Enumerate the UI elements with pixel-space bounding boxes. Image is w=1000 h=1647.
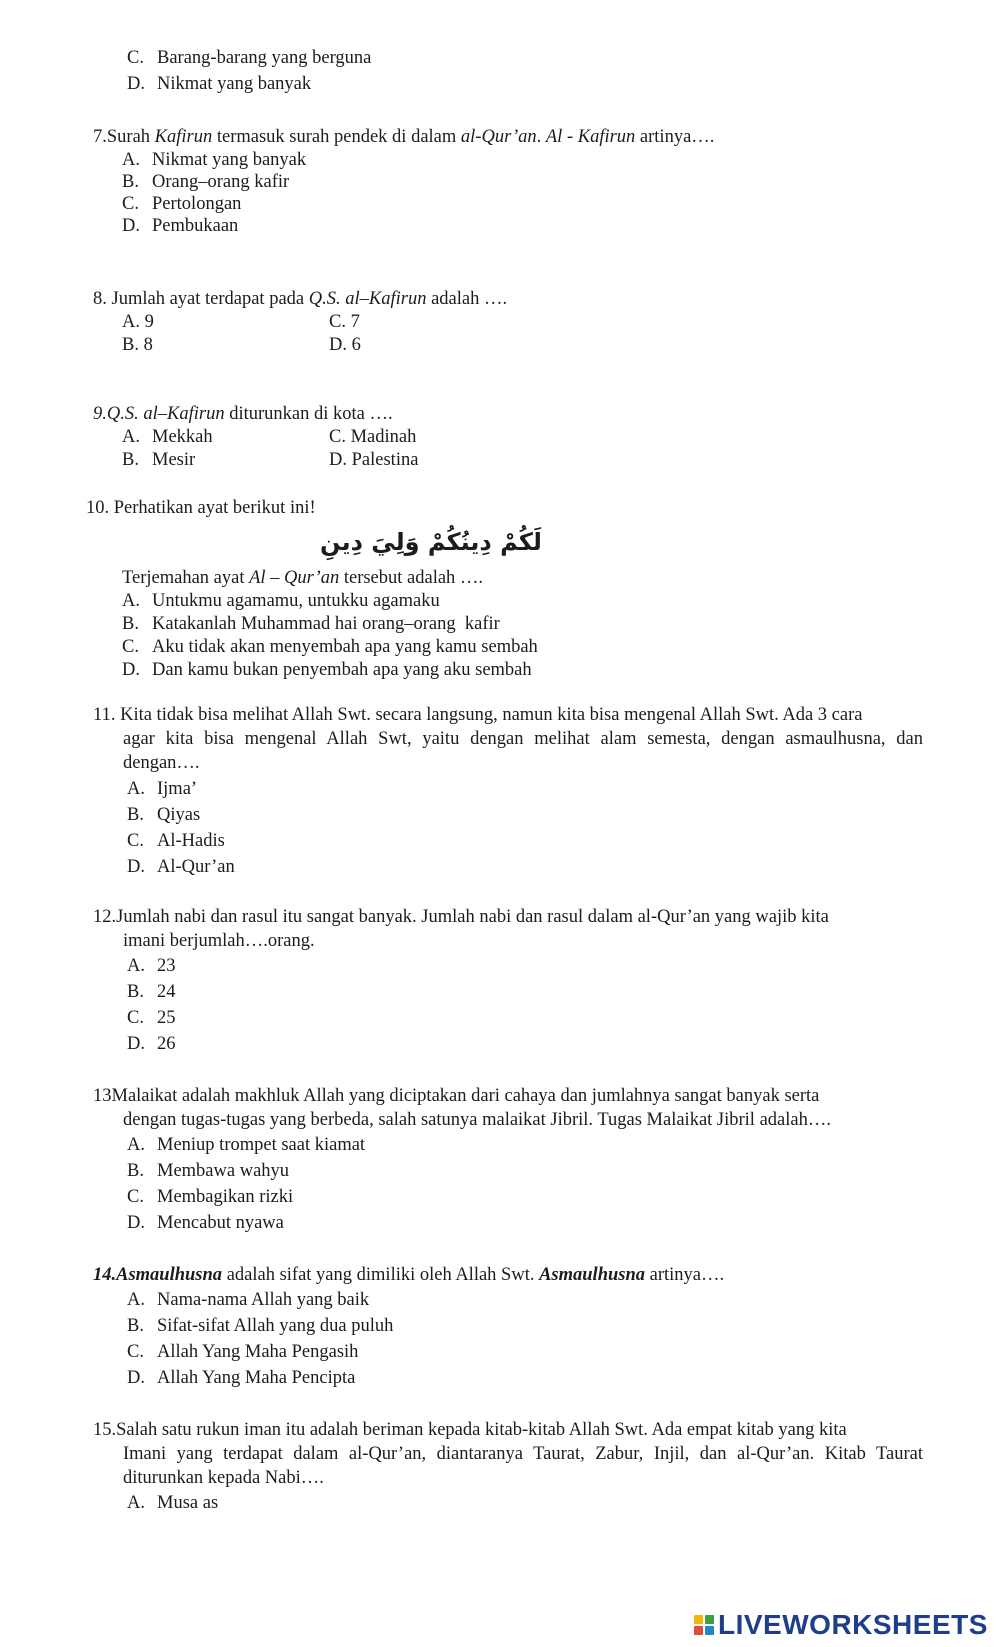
- option-letter: A.: [122, 591, 140, 611]
- option-letter: B.: [127, 982, 144, 1002]
- q12-option-a[interactable]: [127, 954, 176, 978]
- option-letter: C.: [127, 1342, 144, 1362]
- q8-suffix: adalah ….: [426, 289, 508, 309]
- option-text: Mesir: [152, 450, 196, 470]
- q9-option-d[interactable]: [329, 448, 418, 472]
- option-text: Nikmat yang banyak: [157, 74, 312, 94]
- q8-prefix: 8. Jumlah ayat terdapat pada: [93, 289, 309, 309]
- q12-stem: [93, 905, 923, 953]
- q8-option-b[interactable]: [122, 333, 153, 357]
- option-text: Musa as: [157, 1493, 219, 1513]
- q15-option-a[interactable]: [127, 1491, 218, 1515]
- arabic-verse-text: لَكُمْ دِينُكُمْ وَلِيَ دِينِ: [320, 528, 542, 556]
- q14-option-c[interactable]: [127, 1340, 358, 1364]
- q8-option-a[interactable]: [122, 310, 154, 334]
- option-letter: C.: [127, 1008, 144, 1028]
- q9-option-b[interactable]: [122, 448, 195, 472]
- logo-square: [694, 1615, 703, 1624]
- q11-number: 11.: [93, 705, 121, 725]
- option-letter: C.: [127, 831, 144, 851]
- q7-option-b[interactable]: [122, 170, 289, 194]
- q14-term-2: Asmaulhusna: [539, 1265, 646, 1285]
- option-text: Membagikan rizki: [157, 1187, 294, 1207]
- logo-square: [694, 1626, 703, 1635]
- option-text: Mencabut nyawa: [157, 1213, 284, 1233]
- option-letter: C.: [122, 194, 139, 214]
- option-text: Meniup trompet saat kiamat: [157, 1135, 366, 1155]
- option-letter: B.: [122, 172, 139, 192]
- q13-option-a[interactable]: [127, 1133, 365, 1157]
- option-letter: D.: [329, 335, 347, 355]
- option-text: Mekkah: [152, 427, 213, 447]
- option-letter: D.: [127, 1368, 145, 1388]
- q12-option-b[interactable]: [127, 980, 176, 1004]
- option-letter: C.: [127, 1187, 144, 1207]
- q7-prefix: 7.Surah: [93, 127, 155, 147]
- q7-option-d[interactable]: [122, 214, 238, 238]
- option-letter: A.: [127, 1493, 145, 1513]
- option-text: 7: [350, 312, 360, 332]
- option-letter: B.: [122, 614, 139, 634]
- option-letter: D.: [127, 1213, 145, 1233]
- q10-translation-prompt: [122, 566, 483, 590]
- option-text: 26: [157, 1034, 176, 1054]
- option-letter: A.: [127, 956, 145, 976]
- option-text: Membawa wahyu: [157, 1161, 290, 1181]
- option-text: Pertolongan: [152, 194, 242, 214]
- option-text: 8: [143, 335, 153, 355]
- option-letter: D.: [127, 857, 145, 877]
- q7-stem: [93, 125, 714, 149]
- option-text: Aku tidak akan menyembah apa yang kamu sembah: [152, 637, 538, 657]
- option-letter: A.: [122, 312, 140, 332]
- q14-option-d[interactable]: [127, 1366, 355, 1390]
- q13-option-b[interactable]: [127, 1159, 289, 1183]
- q13-continuation: dengan tugas-tugas yang berbeda, salah satunya malaikat Jibril. Tugas Malaikat Jibril adalah….: [123, 1110, 831, 1131]
- q9-suffix: diturunkan di kota ….: [224, 404, 393, 424]
- option-letter: D.: [122, 216, 140, 236]
- q7-suffix: artinya….: [635, 127, 715, 147]
- option-letter: D.: [127, 74, 145, 94]
- option-letter: C.: [122, 637, 139, 657]
- option-letter: B.: [127, 1316, 144, 1336]
- option-text: 9: [144, 312, 154, 332]
- q12-option-d[interactable]: [127, 1032, 176, 1056]
- option-letter: B.: [127, 805, 144, 825]
- logo-squares-icon: [694, 1615, 714, 1635]
- arabic-verse-graphic: [126, 520, 542, 560]
- q11-option-a[interactable]: [127, 777, 197, 801]
- option-letter: D.: [122, 660, 140, 680]
- option-text: Barang-barang yang berguna: [157, 48, 372, 68]
- liveworksheets-logo: [694, 1609, 988, 1641]
- option-text: Al-Hadis: [157, 831, 225, 851]
- option-text: Allah Yang Maha Pencipta: [157, 1368, 356, 1388]
- option-letter: A.: [127, 779, 145, 799]
- q12-line1: 12.Jumlah nabi dan rasul itu sangat banyak. Jumlah nabi dan rasul dalam al-Qur’an yang wajib kita: [93, 907, 829, 927]
- q12-option-c[interactable]: [127, 1006, 176, 1030]
- option-letter: C.: [329, 427, 346, 447]
- option-text: 25: [157, 1008, 176, 1028]
- option-text: Orang–orang kafir: [152, 172, 290, 192]
- logo-text: LIVEWORKSHEETS: [718, 1608, 988, 1640]
- q11-continuation: agar kita bisa mengenal Allah Swt, yaitu dengan melihat alam semesta, dengan asmaulhusna, dan dengan….: [123, 729, 923, 774]
- q9-option-c[interactable]: [329, 425, 416, 449]
- q8-stem: [93, 287, 507, 311]
- option-text: Untukmu agamamu, untukku agamaku: [152, 591, 440, 611]
- option-text: 6: [351, 335, 361, 355]
- option-text: Nikmat yang banyak: [152, 150, 307, 170]
- q13-option-c[interactable]: [127, 1185, 293, 1209]
- option-text: Nama-nama Allah yang baik: [157, 1290, 370, 1310]
- q10-stem: 10. Perhatikan ayat berikut ini!: [86, 498, 316, 518]
- option-text: Qiyas: [157, 805, 201, 825]
- q7-kafirun: Kafirun: [154, 127, 213, 147]
- option-letter: A.: [127, 1135, 145, 1155]
- option-letter: B.: [122, 450, 139, 470]
- arabic-verse: [126, 520, 542, 560]
- option-letter: C.: [329, 312, 346, 332]
- q6-option-d[interactable]: [127, 72, 311, 96]
- option-letter: A.: [122, 427, 140, 447]
- q8-option-d[interactable]: [329, 333, 361, 357]
- option-letter: A.: [127, 1290, 145, 1310]
- option-letter: B.: [127, 1161, 144, 1181]
- option-text: Sifat-sifat Allah yang dua puluh: [157, 1316, 394, 1336]
- q11-option-b[interactable]: [127, 803, 200, 827]
- q11-stem: [93, 703, 923, 775]
- option-text: Pembukaan: [152, 216, 239, 236]
- q15-continuation: Imani yang terdapat dalam al-Qur’an, diantaranya Taurat, Zabur, Injil, dan al-Qur’an. Kitab Taurat diturunkan kepada Nabi….: [123, 1444, 923, 1489]
- q7-quran: al-Qur’an: [460, 127, 537, 147]
- option-letter: A.: [122, 150, 140, 170]
- q10-option-a[interactable]: [122, 589, 440, 613]
- option-letter: C.: [127, 48, 144, 68]
- q11-line1: Kita tidak bisa melihat Allah Swt. secara langsung, namun kita bisa mengenal Allah Swt. Ada 3 cara: [120, 705, 863, 725]
- q10-trans-prefix: Terjemahan ayat: [122, 568, 250, 588]
- q13-option-d[interactable]: [127, 1211, 284, 1235]
- option-text: Madinah: [350, 427, 417, 447]
- q8-option-c[interactable]: [329, 310, 360, 334]
- option-text: Allah Yang Maha Pengasih: [157, 1342, 359, 1362]
- q10-trans-suffix: tersebut adalah ….: [339, 568, 484, 588]
- q7-dot: .: [536, 127, 546, 147]
- q14-option-a[interactable]: [127, 1288, 369, 1312]
- q12-continuation: imani berjumlah….orang.: [123, 931, 315, 952]
- q8-qs: Q.S. al–Kafirun: [308, 289, 427, 309]
- q15-stem: [93, 1418, 923, 1490]
- q7-alkafirun: Al - Kafirun: [545, 127, 636, 147]
- q10-option-c[interactable]: [122, 635, 538, 659]
- q14-option-b[interactable]: [127, 1314, 393, 1338]
- option-text: Palestina: [351, 450, 419, 470]
- q7-option-c[interactable]: [122, 192, 241, 216]
- option-text: Al-Qur’an: [157, 857, 235, 877]
- q9-stem: [93, 402, 393, 426]
- logo-square: [705, 1626, 714, 1635]
- q15-line1: 15.Salah satu rukun iman itu adalah beriman kepada kitab-kitab Allah Swt. Ada empat kitab yang kita: [93, 1420, 847, 1440]
- q10-trans-italic: Al – Qur’an: [249, 568, 340, 588]
- q11-option-d[interactable]: [127, 855, 235, 879]
- option-text: 23: [157, 956, 176, 976]
- q6-option-c[interactable]: [127, 46, 371, 70]
- q9-qs: 9.Q.S. al–Kafirun: [93, 404, 225, 424]
- option-text: Katakanlah Muhammad hai orang–orang kafir: [152, 614, 500, 634]
- q7-mid: termasuk surah pendek di dalam: [212, 127, 461, 147]
- option-letter: D.: [127, 1034, 145, 1054]
- q10-option-d[interactable]: [122, 658, 532, 682]
- logo-square: [705, 1615, 714, 1624]
- q7-option-a[interactable]: [122, 148, 306, 172]
- q14-suffix: artinya….: [645, 1265, 725, 1285]
- option-text: 24: [157, 982, 176, 1002]
- option-text: Dan kamu bukan penyembah apa yang aku sembah: [152, 660, 532, 680]
- q14-mid: adalah sifat yang dimiliki oleh Allah Swt.: [222, 1265, 540, 1285]
- q11-option-c[interactable]: [127, 829, 225, 853]
- q9-option-a[interactable]: [122, 425, 213, 449]
- q14-term: 14.Asmaulhusna: [93, 1265, 223, 1285]
- option-letter: D.: [329, 450, 347, 470]
- option-text: Ijma’: [157, 779, 198, 799]
- option-letter: B.: [122, 335, 139, 355]
- q13-stem: [93, 1084, 923, 1132]
- q10-option-b[interactable]: [122, 612, 500, 636]
- q14-stem: [93, 1263, 724, 1287]
- q13-line1: 13Malaikat adalah makhluk Allah yang diciptakan dari cahaya dan jumlahnya sangat banyak serta: [93, 1086, 820, 1106]
